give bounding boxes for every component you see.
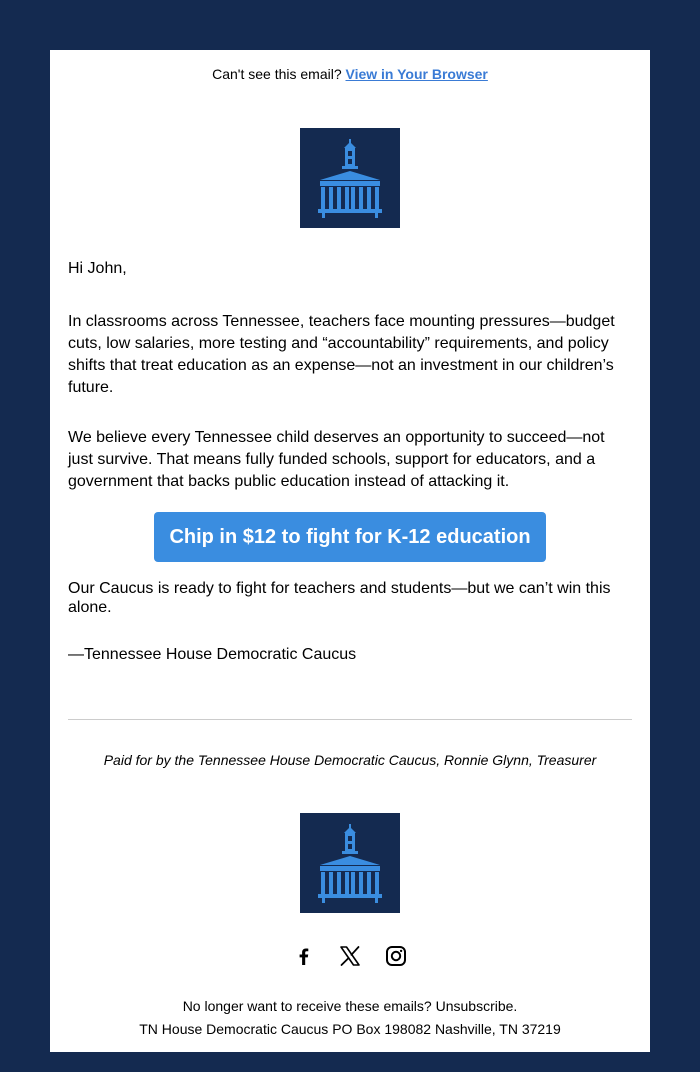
instagram-icon[interactable] xyxy=(383,943,409,969)
unsubscribe-text[interactable]: No longer want to receive these emails? Unsubscribe. xyxy=(182,998,518,1014)
header-logo xyxy=(300,128,400,228)
email-card xyxy=(50,50,650,1052)
footer-divider xyxy=(68,719,632,720)
view-in-browser-prompt: Can't see this email? xyxy=(212,66,342,82)
mailing-address: TN House Democratic Caucus PO Box 198082 Nashville, TN 37219 xyxy=(139,1021,561,1037)
capitol-building-icon xyxy=(300,128,400,228)
donate-button[interactable]: Chip in $12 to fight for K-12 education xyxy=(154,512,546,562)
paid-for-disclaimer: Paid for by the Tennessee House Democratic Caucus, Ronnie Glynn, Treasurer xyxy=(103,752,597,768)
x-icon[interactable] xyxy=(337,943,363,969)
paragraph-pressures: In classrooms across Tennessee, teachers face mounting pressures—budget cuts, low salaries, more testing and “accountability” requirements, and policy shifts that treat education as an expense—not an investment in our children’s future. xyxy=(68,313,615,396)
signature: —Tennessee House Democratic Caucus xyxy=(68,646,357,663)
footer-logo xyxy=(300,813,400,913)
capitol-building-icon xyxy=(300,813,400,913)
view-in-browser-link[interactable]: View in Your Browser xyxy=(345,66,488,82)
paragraph-beliefs: We believe every Tennessee child deserves an opportunity to succeed—not just survive. That means fully funded schools, support for educators, and a government that backs public education instead of attacking it. xyxy=(68,429,605,490)
paragraph-caucus-ready: Our Caucus is ready to fight for teachers and students—but we can’t win this alone. xyxy=(68,580,611,616)
facebook-icon[interactable] xyxy=(291,943,317,969)
greeting: Hi John, xyxy=(68,260,127,277)
view-in-browser-bar xyxy=(50,66,650,82)
